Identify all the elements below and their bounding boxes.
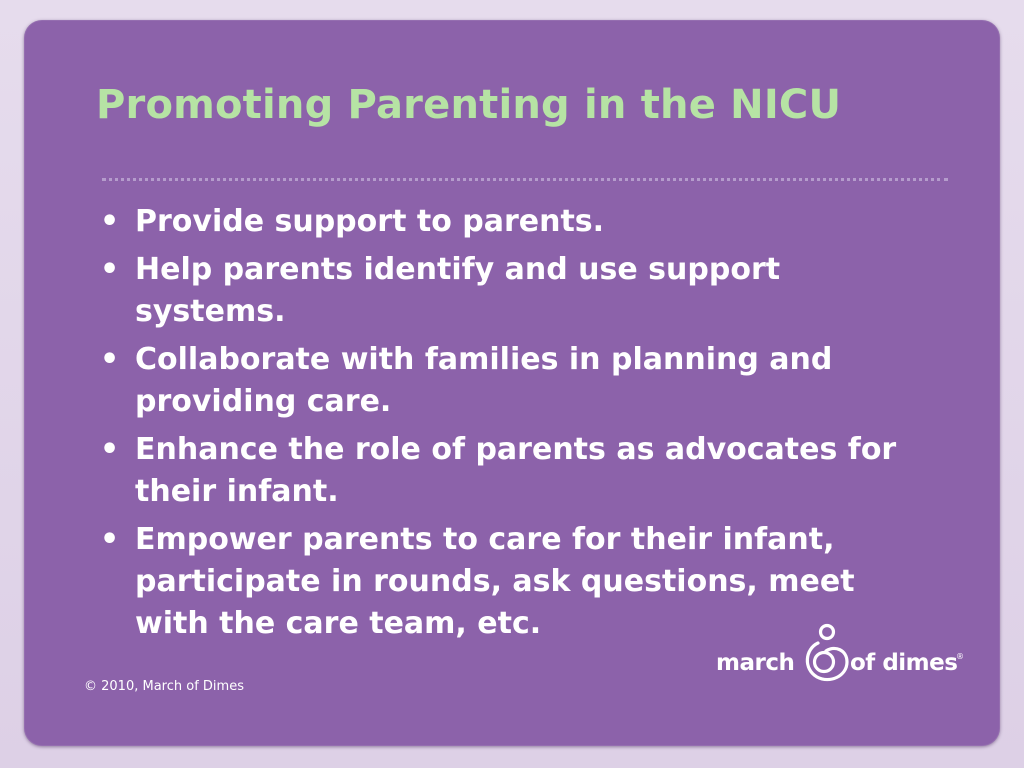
bullet-marker: • [100, 432, 120, 467]
bullet-item [98, 429, 938, 513]
registered-trademark-symbol: ® [956, 652, 964, 661]
mother-and-baby-logo-icon [802, 622, 852, 684]
bullet-text: Help parents identify and use support systems. [135, 252, 781, 329]
bullet-text: Enhance the role of parents as advocates for their infant. [135, 432, 897, 509]
bullet-item [98, 249, 938, 333]
bullet-marker: • [100, 204, 120, 239]
logo-text-march: march [716, 650, 795, 676]
bullet-marker: • [100, 342, 120, 377]
copyright-notice: © 2010, March of Dimes [84, 679, 244, 694]
title-divider [102, 178, 948, 181]
march-of-dimes-logo [712, 620, 964, 690]
bullet-list [98, 201, 938, 651]
bullet-text: Empower parents to care for their infant, participate in rounds, ask questions, meet with the care team, etc. [135, 522, 855, 641]
bullet-item [98, 339, 938, 423]
bullet-text: Collaborate with families in planning and providing care. [135, 342, 833, 419]
slide-title: Promoting Parenting in the NICU [96, 82, 842, 128]
bullet-text: Provide support to parents. [135, 204, 605, 239]
bullet-item [98, 201, 938, 243]
logo-text-of-dimes: of dimes [850, 650, 958, 676]
bullet-marker: • [100, 252, 120, 287]
bullet-marker: • [100, 522, 120, 557]
